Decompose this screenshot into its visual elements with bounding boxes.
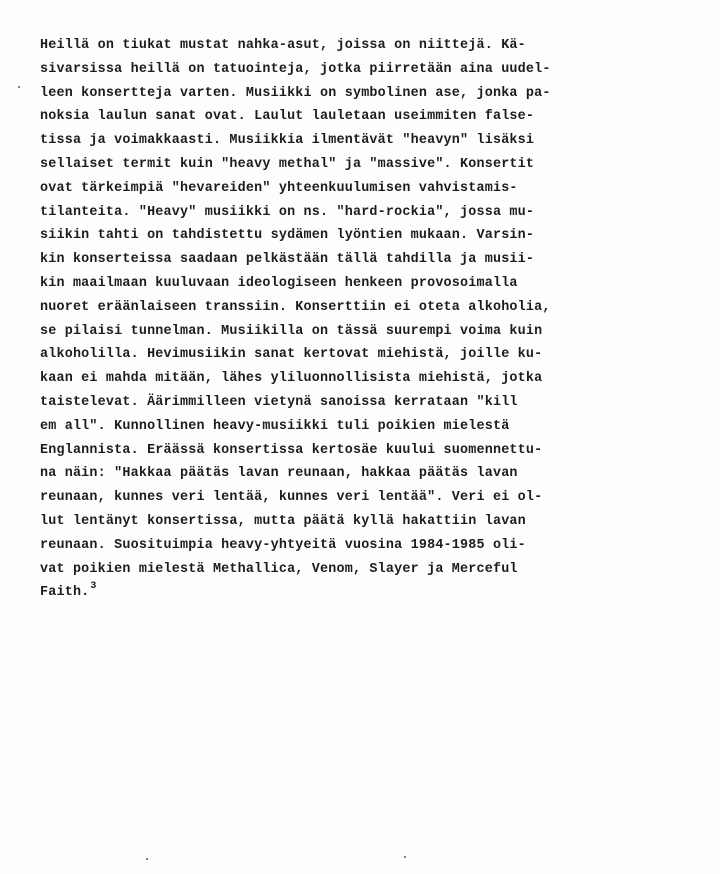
scan-speck bbox=[146, 858, 148, 860]
text-line: reunaan, kunnes veri lentää, kunnes veri lentää". Veri ei ol- bbox=[40, 490, 543, 506]
text-line: tissa ja voimakkaasti. Musiikkia ilmentävät "heavyn" lisäksi bbox=[40, 133, 535, 149]
text-line: alkoholilla. Hevimusiikin sanat kertovat miehistä, joille ku- bbox=[40, 347, 543, 363]
text-line: kin konserteissa saadaan pelkästään tällä tahdilla ja musii- bbox=[40, 252, 535, 268]
text-line: ovat tärkeimpiä "hevareiden" yhteenkuulumisen vahvistamis- bbox=[40, 180, 518, 196]
text-line-content: Faith. bbox=[40, 585, 90, 601]
text-line: Englannista. Eräässä konsertissa kertosäe kuului suomennettu- bbox=[40, 442, 543, 458]
text-line: kin maailmaan kuuluvaan ideologiseen henkeen provosoimalla bbox=[40, 275, 518, 291]
text-line: na näin: "Hakkaa päätäs lavan reunaan, hakkaa päätäs lavan bbox=[40, 466, 518, 482]
text-line: sellaiset termit kuin "heavy methal" ja "massive". Konsertit bbox=[40, 156, 535, 172]
text-line: tilanteita. "Heavy" musiikki on ns. "hard-rockia", jossa mu- bbox=[40, 204, 535, 220]
text-line: reunaan. Suosituimpia heavy-yhtyeitä vuosina 1984-1985 oli- bbox=[40, 537, 526, 553]
text-line: noksia laulun sanat ovat. Laulut lauletaan useimmiten false- bbox=[40, 109, 535, 125]
text-line: taistelevat. Äärimmilleen vietynä sanoissa kerrataan "kill bbox=[40, 394, 518, 410]
text-line: em all". Kunnollinen heavy-musiikki tuli poikien mielestä bbox=[40, 418, 510, 434]
last-text-line bbox=[40, 581, 700, 605]
text-line: kaan ei mahda mitään, lähes yliluonnollisista miehistä, jotka bbox=[40, 371, 543, 387]
footnote-marker: 3 bbox=[90, 581, 97, 593]
text-line: sivarsissa heillä on tatuointeja, jotka piirretään aina uudel- bbox=[40, 61, 551, 77]
text-line: nuoret eräänlaiseen transsiin. Konserttiin ei oteta alkoholia, bbox=[40, 299, 551, 315]
body-text bbox=[40, 34, 700, 605]
text-line: Heillä on tiukat mustat nahka-asut, joissa on niittejä. Kä- bbox=[40, 38, 526, 53]
text-line: siikin tahti on tahdistettu sydämen lyöntien mukaan. Varsin- bbox=[40, 228, 535, 244]
scan-speck bbox=[18, 86, 20, 88]
text-line: se pilaisi tunnelman. Musiikilla on tässä suurempi voima kuin bbox=[40, 323, 543, 339]
text-line: lut lentänyt konsertissa, mutta päätä kyllä hakattiin lavan bbox=[40, 513, 526, 529]
text-line: vat poikien mielestä Methallica, Venom, Slayer ja Merceful bbox=[40, 561, 518, 577]
text-line: leen konsertteja varten. Musiikki on symbolinen ase, jonka pa- bbox=[40, 85, 551, 101]
scan-speck bbox=[404, 856, 406, 858]
